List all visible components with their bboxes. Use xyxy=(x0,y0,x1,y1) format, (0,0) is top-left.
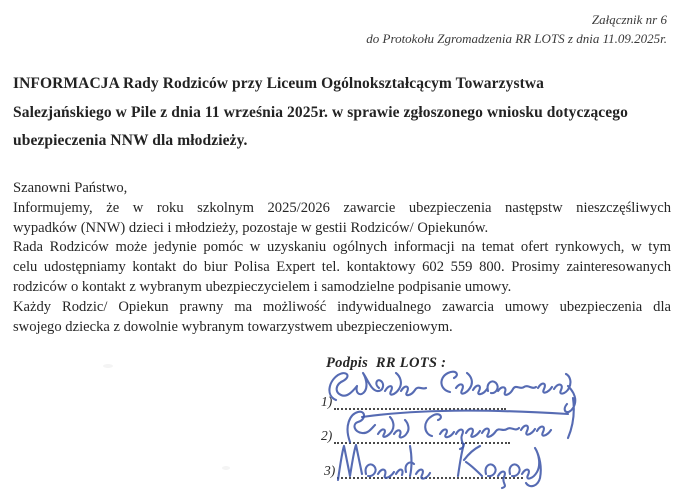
signature-dotted-line xyxy=(334,395,506,410)
body-line: Rada Rodziców może jedynie pomóc w uzyskaniu ogólnych informacji na temat ofert rynkowych, w tym xyxy=(13,239,671,256)
signature-line-1 xyxy=(321,394,506,410)
signature-number-1: 1) xyxy=(321,394,333,409)
signature-stroke xyxy=(362,411,568,417)
signature-caption: Podpis RR LOTS : xyxy=(326,355,447,371)
attachment-number: Załącznik nr 6 xyxy=(591,12,667,27)
attachment-protocol-line: do Protokołu Zgromadzenia RR LOTS z dnia 11.09.2025r. xyxy=(366,31,667,46)
signature-dotted-line xyxy=(334,429,510,444)
body-line: Każdy Rodzic/ Opiekun prawny ma możliwość indywidualnego zawarcia umowy ubezpieczenia dla xyxy=(13,298,671,315)
body-line: swojego dziecka z dowolnie wybranym towarzystwem ubezpieczeniowym. xyxy=(13,318,453,335)
title-line-3: ubezpieczenia NNW dla młodzieży. xyxy=(13,132,248,149)
attachment-reference xyxy=(366,10,667,48)
salutation: Szanowni Państwo, xyxy=(13,180,128,196)
letter-body xyxy=(13,179,671,337)
signature-line-2 xyxy=(321,428,510,444)
signature-number-3: 3) xyxy=(324,463,336,478)
scan-smudge xyxy=(222,466,230,470)
body-line: rodziców o kontakt z wybranym ubezpieczycielem i samodzielne podpisanie umowy. xyxy=(13,278,512,295)
title-line-2: Salezjańskiego w Pile z dnia 11 września 2025r. w sprawie zgłoszonego wniosku dotyczącego xyxy=(13,103,628,121)
title-line-1: INFORMACJA Rady Rodziców przy Liceum Ogólnokształcącym Towarzystwa xyxy=(13,75,544,92)
body-line: celu udostępniamy kontakt do biur Polisa Expert tel. kontaktowy 602 559 800. Prosimy zainteresowanych xyxy=(13,259,671,276)
document-title xyxy=(13,70,671,156)
body-line: Informujemy, że w roku szkolnym 2025/2026 zawarcie ubezpieczenia następstw nieszczęśliwych xyxy=(13,199,671,216)
scan-smudge xyxy=(103,364,113,368)
body-line: wypadków (NNW) dzieci i młodzieży, pozostaje w gestii Rodziców/ Opiekunów. xyxy=(13,219,489,236)
signature-line-3 xyxy=(324,463,523,479)
signature-dotted-line xyxy=(337,464,523,479)
signature-number-2: 2) xyxy=(321,428,333,443)
